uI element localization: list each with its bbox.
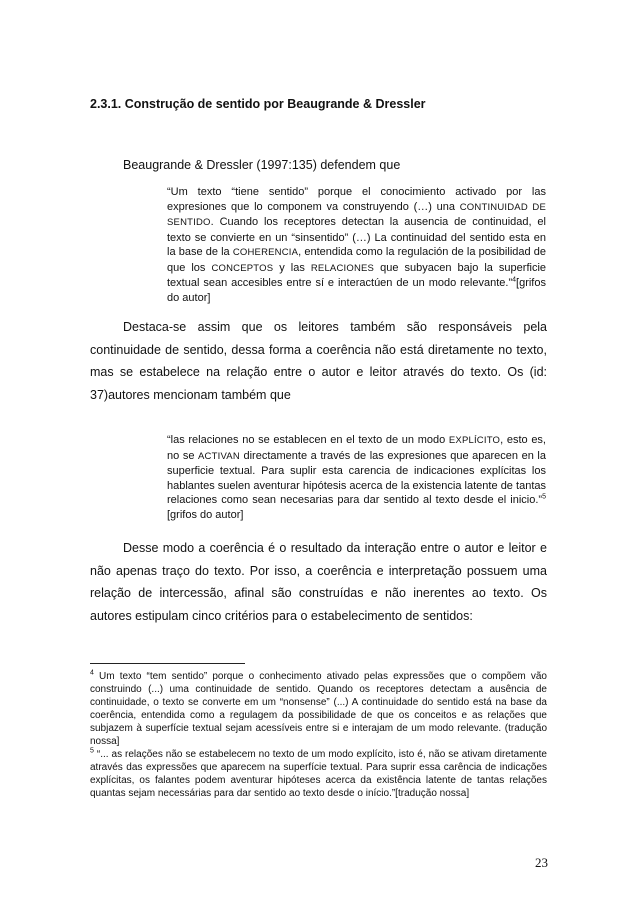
quote2-smallcaps-1: EXPLÍCITO [448, 435, 501, 446]
quote1-text-6: [grifos do autor] [167, 277, 546, 304]
paragraph-1-text: Destaca-se assim que os leitores também são responsáveis pela continuidade de sentido, dessa forma a coerência não está diretamente no texto, mas se estabelece na relação entre o autor e leitor através do texto. Os (id: 37)autores mencionam também que [90, 320, 547, 402]
quote1-smallcaps-3: CONCEPTOS [211, 262, 274, 274]
block-quote-2 [167, 433, 546, 522]
footnote-ref-5[interactable]: 5 [542, 493, 546, 501]
quote1-text-4: y las [273, 261, 311, 274]
footnote-4-number: 4 [90, 669, 94, 677]
quote1-smallcaps-1: CONTINUIDAD DE SENTIDO [167, 201, 547, 228]
footnote-5 [90, 748, 547, 800]
quote2-text-2: , esto es, no se [167, 434, 546, 462]
quote2-smallcaps-2: ACTIVAN [198, 450, 240, 462]
block-quote-1 [167, 185, 546, 305]
quote1-smallcaps-2: COHERENCIA [232, 247, 299, 258]
footnote-5-text: “... as relações não se estabelecem no texto de um modo explícito, isto é, não se ativam diretamente através das expressões que aparecem na superfície textual. Para suprir essa carência de indicações explícitas, os falantes podem aventurar hipóteses acerca da existência latente de tantas relações quantas sejam necessárias para dar sentido ao texto desde o início.”[tradução nossa] [90, 749, 547, 799]
quote1-smallcaps-4: RELACIONES [310, 262, 375, 274]
footnote-ref-4[interactable]: 4 [512, 276, 517, 284]
section-heading: 2.3.1. Construção de sentido por Beaugrande & Dressler [90, 97, 426, 111]
footnote-separator [90, 663, 245, 664]
quote1-text-2: . Cuando los receptores detectan la ausencia de continuidad, el texto se convierte en un “sinsentido” (…) La continuidad del sentido esta en la base de la [167, 216, 546, 258]
intro-sentence: Beaugrande & Dressler (1997:135) defendem que [123, 158, 401, 172]
quote1-text-3: , entendida como la regulación de la posibilidad de que los [167, 246, 547, 274]
footnotes [90, 670, 547, 800]
quote2-text-4: [grifos do autor] [167, 508, 244, 521]
quote2-text-1: “las relaciones no se establecen en el texto de un modo [167, 434, 449, 446]
body-paragraph-1 [90, 316, 547, 406]
page-number: 23 [535, 855, 548, 870]
footnote-4 [90, 670, 547, 748]
paragraph-2-text: Desse modo a coerência é o resultado da interação entre o autor e leitor e não apenas traço do texto. Por isso, a coerência e interpretação possuem uma relação de intercessão, afinal são construídas e não inerentes ao texto. Os autores estipulam cinco critérios para o estabelecimento de sentidos: [90, 541, 547, 623]
quote2-text-3: directamente a través de las expresiones que aparecen en la superficie textual. Para suplir esta carencia de indicaciones explícitas los hablantes suelen aventurar hipótesis acerca de la existencia latente de tantas relaciones como sean necesarias para dar sentido al texto desde el inicio.” [167, 449, 546, 506]
footnote-5-number: 5 [90, 747, 94, 755]
quote1-text-1: “Um texto “tiene sentido” porque el conocimiento activado por las expresiones que lo componem va construyendo (…) una [167, 186, 546, 213]
body-paragraph-2 [90, 537, 547, 627]
quote1-text-5: que subyacen bajo la superficie textual sean accesibles entre sí e interactúen de un modo relevante.” [167, 261, 547, 289]
footnote-4-text: Um texto “tem sentido” porque o conhecimento ativado pelas expressões que o compõem vão construindo (...) uma continuidade de sentido. Quando os receptores detectam a ausência de continuidade, o texto se converte em um “nonsense” (...) A continuidade do sentido está na base da coerência, entendida como a regulagem da possibilidade de que os conceitos e as relações que subjazem à superfície textual sejam acessíveis entre si e interajam de um modo relevante. (tradução nossa] [90, 671, 547, 747]
